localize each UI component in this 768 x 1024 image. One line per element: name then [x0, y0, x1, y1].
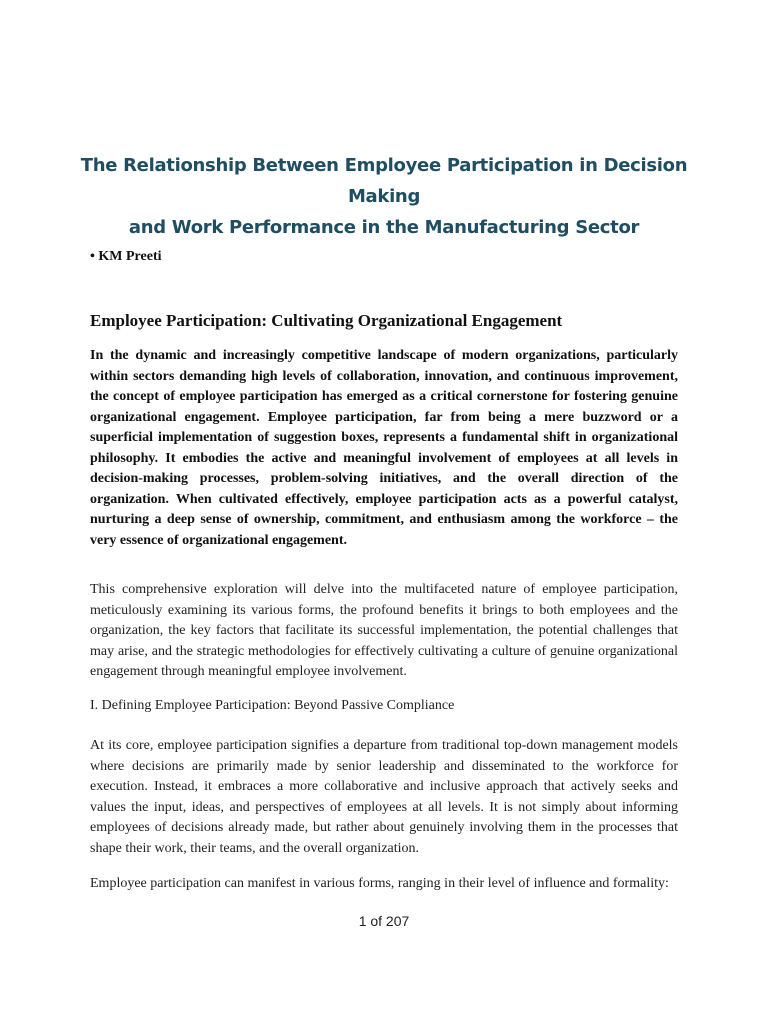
page-indicator: 1 of 207	[358, 913, 410, 929]
exploration-paragraph: This comprehensive exploration will delve into the multifaceted nature of employee participation, meticulously examining its various forms, the profound benefits it brings to both employees and the organization, the key factors that facilitate its successful implementation, the potential challenges that may arise, and the strategic methodologies for effectively cultivating a culture of genuine organizational engagement through meaningful employee involvement.	[90, 582, 678, 679]
title-line-1: The Relationship Between Employee Participation in Decision Making	[80, 155, 688, 207]
subsection-heading: I. Defining Employee Participation: Beyond Passive Compliance	[90, 698, 455, 713]
definition-paragraph: At its core, employee participation signifies a departure from traditional top-down management models where decisions are primarily made by senior leadership and disseminated to the workforce for execution. Instead, it embraces a more collaborative and inclusive approach that actively seeks and values the input, ideas, and perspectives of employees at all levels. It is not simply about informing employees of decisions already made, but rather about genuinely involving them in the processes that shape their work, their teams, and the overall organization.	[90, 738, 678, 856]
forms-paragraph: Employee participation can manifest in various forms, ranging in their level of influence and formality:	[90, 876, 669, 891]
title-line-2: and Work Performance in the Manufacturing Sector	[128, 217, 640, 238]
intro-paragraph: In the dynamic and increasingly competitive landscape of modern organizations, particularly within sectors demanding high levels of collaboration, innovation, and continuous improvement, the concept of employee participation has emerged as a critical cornerstone for fostering genuine organizational engagement. Employee participation, far from being a mere buzzword or a superficial implementation of suggestion boxes, represents a fundamental shift in organizational philosophy. It embodies the active and meaningful involvement of employees at all levels in decision-making processes, problem-solving initiatives, and the overall direction of the organization. When cultivated effectively, employee participation acts as a powerful catalyst, nurturing a deep sense of ownership, commitment, and enthusiasm among the workforce – the very essence of organizational engagement.	[90, 348, 678, 548]
author-name: • KM Preeti	[90, 249, 162, 264]
section-heading: Employee Participation: Cultivating Organizational Engagement	[90, 311, 563, 330]
document-title	[60, 150, 708, 243]
